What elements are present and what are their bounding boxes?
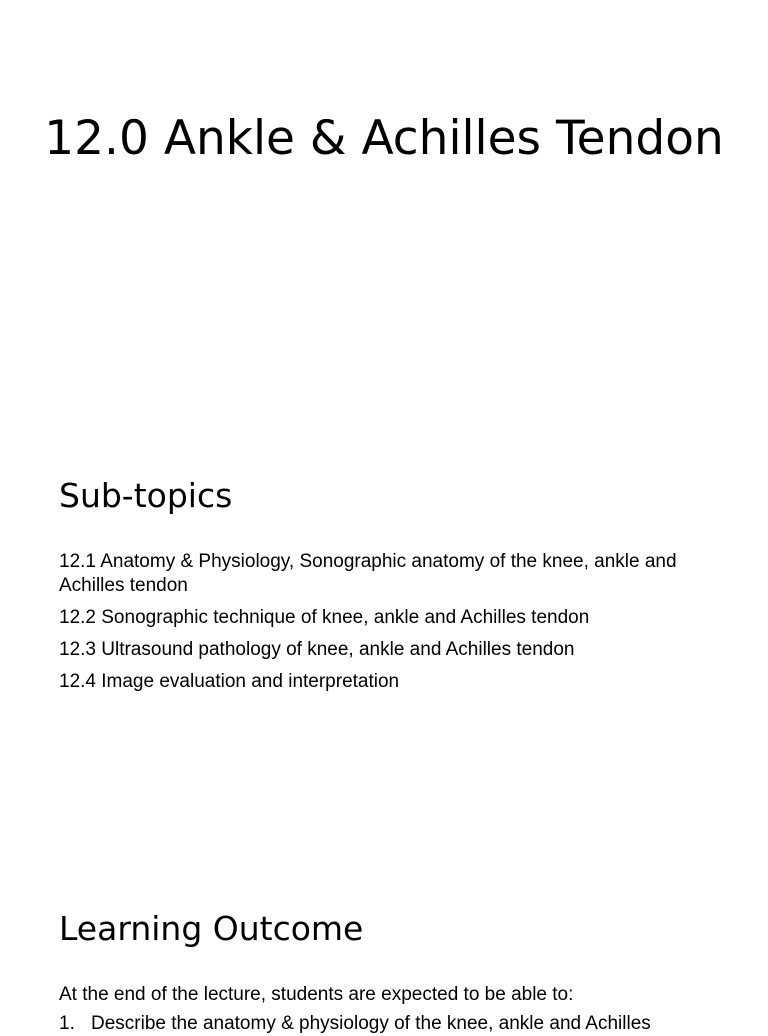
learning-outcome-intro: At the end of the lecture, students are expected to be able to: xyxy=(59,984,574,1005)
page-title: 12.0 Ankle & Achilles Tendon xyxy=(44,111,724,166)
subtopic-list xyxy=(59,550,709,702)
learning-outcome-heading: Learning Outcome xyxy=(59,909,364,948)
list-number: 1. xyxy=(59,1013,75,1034)
list-item: 12.3 Ultrasound pathology of knee, ankle and Achilles tendon xyxy=(59,639,575,660)
subtopics-heading: Sub-topics xyxy=(59,476,233,515)
learning-outcome-item xyxy=(59,1012,759,1036)
list-item: 12.4 Image evaluation and interpretation xyxy=(59,671,400,692)
list-item: 12.2 Sonographic technique of knee, ankle and Achilles tendon xyxy=(59,607,590,628)
list-item-text: Describe the anatomy & physiology of the knee, ankle and Achilles xyxy=(91,1013,651,1034)
list-item: 12.1 Anatomy & Physiology, Sonographic anatomy of the knee, ankle and Achilles tendon xyxy=(59,551,677,596)
